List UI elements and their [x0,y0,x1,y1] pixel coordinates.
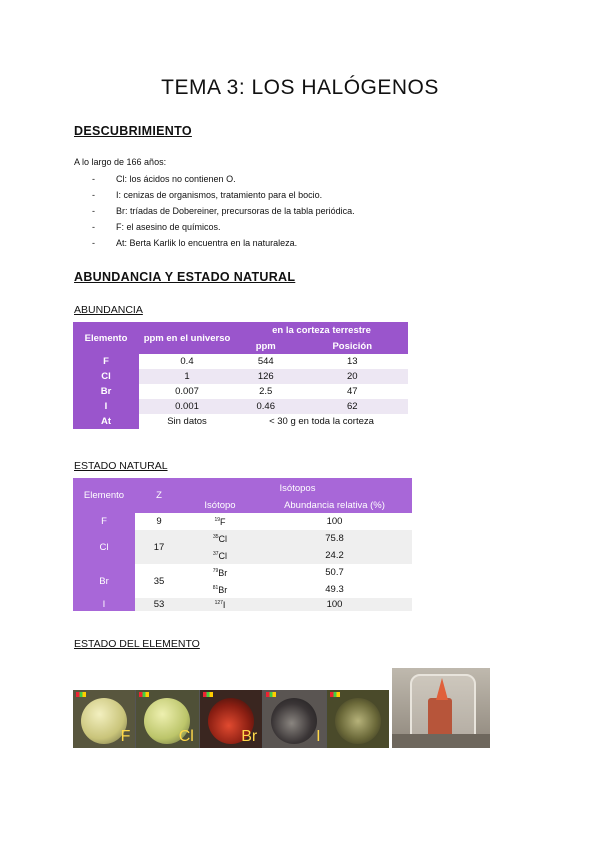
table-row: At Sin datos < 30 g en toda la corteza [73,414,408,429]
header-elemento: Elemento [84,332,128,344]
photo-astatine [327,690,389,748]
halogen-photo-strip [73,690,389,748]
header-ppm-universo: ppm en el universo [143,332,231,344]
list-item: - Cl: los ácidos no contienen O. [92,174,236,184]
header-elemento: Elemento [73,478,135,513]
table-row: F 9 $^{19}$F 100 [73,513,412,530]
photo-fluorine: F [73,690,136,748]
table-row: F 0.4 544 13 [73,354,408,369]
table-row: Br 0.007 2.5 47 [73,384,408,399]
header-corteza: en la corteza terrestre [272,324,371,336]
discovery-list [92,171,355,251]
header-posicion: Posición [332,340,373,352]
table-row: Br 35 $^{79}$Br 50.7 [73,564,412,581]
photo-bromine: Br [200,690,263,748]
halogen-jar-photo [392,668,490,748]
table-row: $^{37}$Cl 24.2 [73,547,412,564]
section-heading-abundancia: ABUNDANCIA Y ESTADO NATURAL [74,270,296,284]
intro-text: A lo largo de 166 años: [74,157,167,167]
header-ppm: ppm [255,340,276,352]
subheading-estado-natural: ESTADO NATURAL [74,460,168,472]
abundance-table [73,322,408,429]
header-isotopos: Isótopos [279,482,316,494]
subheading-abundancia: ABUNDANCIA [74,304,143,316]
table-row: $^{81}$Br 49.3 [73,581,412,598]
list-item: - At: Berta Karlik lo encuentra en la naturaleza. [92,238,298,248]
section-heading-descubrimiento: DESCUBRIMIENTO [74,124,192,138]
photo-chlorine: Cl [136,690,199,748]
photo-iodine: I [263,690,326,748]
subheading-estado-elemento: ESTADO DEL ELEMENTO [74,638,200,650]
list-item: - F: el asesino de químicos. [92,222,221,232]
header-z: Z [135,478,183,513]
header-abundancia: Abundancia relativa (%) [284,500,385,511]
header-isotopo: Isótopo [204,500,236,511]
table-row: Cl 1 126 20 [73,369,408,384]
table-row: I 0.001 0.46 62 [73,399,408,414]
list-item: - I: cenizas de organismos, tratamiento para el bocio. [92,190,323,200]
isotope-table [73,478,412,611]
table-row: I 53 $^{127}$I 100 [73,598,412,611]
table-row: Cl 17 $^{35}$Cl 75.8 [73,530,412,547]
list-item: - Br: tríadas de Dobereiner, precursoras de la tabla periódica. [92,206,355,216]
page-title: TEMA 3: LOS HALÓGENOS [161,76,439,99]
